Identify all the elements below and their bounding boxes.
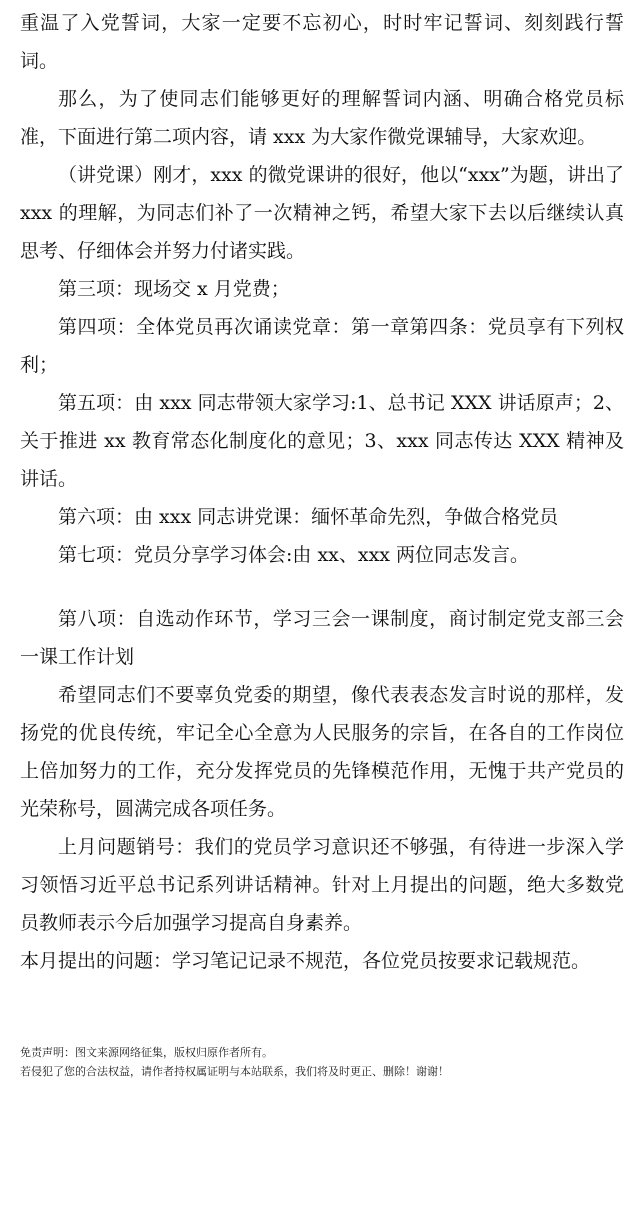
document-body	[20, 4, 624, 980]
paragraph-closing-hope: 希望同志们不要辜负党委的期望，像代表表态发言时说的那样，发扬党的优良传统，牢记全心全意为人民服务的宗旨，在各自的工作岗位上倍加努力的工作，充分发挥党员的先锋模范作用，无愧于共产党员的光荣称号，圆满完成各项任务。	[20, 684, 624, 820]
paragraph-last-month-issue: 上月问题销号：我们的党员学习意识还不够强，有待进一步深入学习领悟习近平总书记系列讲话精神。针对上月提出的问题，绝大多数党员教师表示今后加强学习提高自身素养。	[20, 836, 624, 934]
disclaimer-line-1: 免责声明：图文来源网络征集，版权归原作者所有。	[20, 1046, 273, 1059]
disclaimer	[20, 1043, 624, 1081]
paragraph-spacer	[20, 574, 624, 600]
paragraph-party-lecture: （讲党课）刚才，xxx 的微党课讲的很好，他以“xxx”为题，讲出了 xxx 的理解，为同志们补了一次精神之钙，希望大家下去以后继续认真思考、仔细体会并努力付诸实践。	[20, 164, 624, 262]
paragraph-item-three: 第三项：现场交 x 月党费；	[58, 278, 290, 300]
paragraph-this-month-issue: 本月提出的问题：学习笔记记录不规范，各位党员按要求记载规范。	[20, 950, 591, 972]
paragraph-item-five: 第五项：由 xxx 同志带领大家学习:1、总书记 XXX 讲话原声；2、关于推进 xx 教育常态化制度化的意见；3、xxx 同志传达 XXX 精神及讲话。	[20, 392, 624, 490]
paragraph-item-four: 第四项：全体党员再次诵读党章：第一章第四条：党员享有下列权利；	[20, 316, 624, 376]
disclaimer-line-2: 若侵犯了您的合法权益，请作者持权属证明与本站联系，我们将及时更正、删除！谢谢！	[20, 1065, 449, 1078]
paragraph-item-six: 第六项：由 xxx 同志讲党课：缅怀革命先烈，争做合格党员	[58, 506, 559, 528]
paragraph-item-eight: 第八项：自选动作环节，学习三会一课制度，商讨制定党支部三会一课工作计划	[20, 608, 624, 668]
paragraph-item-seven: 第七项：党员分享学习体会:由 xx、xxx 两位同志发言。	[58, 544, 530, 566]
paragraph-oath-review: 重温了入党誓词，大家一定要不忘初心，时时牢记誓词、刻刻践行誓词。	[20, 12, 624, 72]
paragraph-item-two-intro: 那么，为了使同志们能够更好的理解誓词内涵、明确合格党员标准，下面进行第二项内容，请 xxx 为大家作微党课辅导，大家欢迎。	[20, 88, 624, 148]
